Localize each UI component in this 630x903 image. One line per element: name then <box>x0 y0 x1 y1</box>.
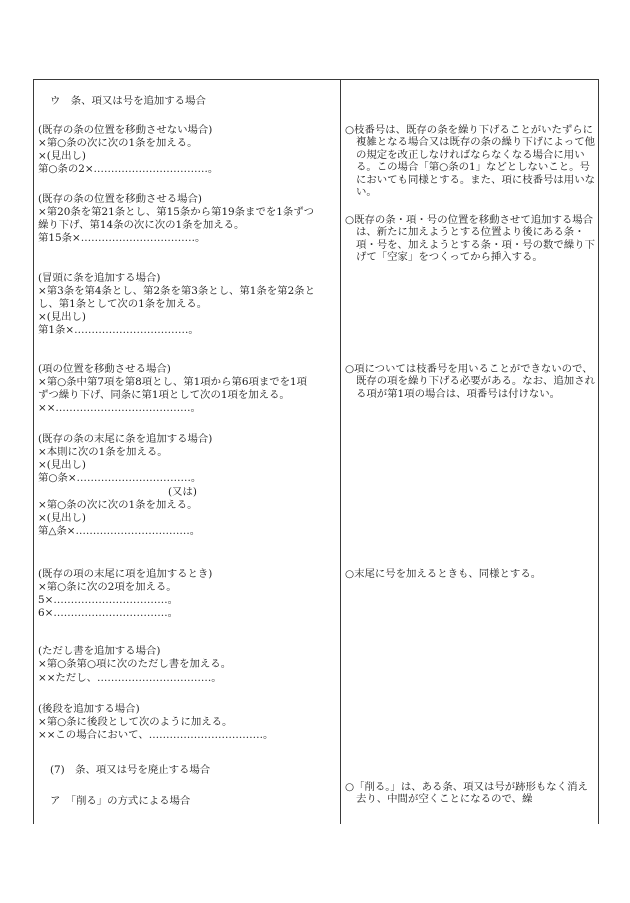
text-line: 繰り下げ、第14条の次に次の1条を加える。 <box>38 219 245 231</box>
text-line: ×第○条の次に次の1条を加える。 <box>38 499 198 511</box>
section-title: (既存の条の位置を移動させる場合) <box>38 193 202 205</box>
text-line: ×第3条を第4条とし、第2条を第3条とし、第1条を第2条と <box>38 285 315 297</box>
text-line: ××ただし、……………………………。 <box>38 672 222 684</box>
text-line: 5×……………………………。 <box>38 594 179 606</box>
text-line: ×(見出し) <box>38 311 86 323</box>
section-title: (ただし書を追加する場合) <box>38 645 161 657</box>
section-title: (冒頭に条を追加する場合) <box>38 272 161 284</box>
text-line: ×第○条中第7項を第8項とし、第1項から第6項までを1項 <box>38 376 308 388</box>
text-line: ×第○条第○項に次のただし書を加える。 <box>38 658 232 670</box>
section-title: (既存の項の末尾に項を追加するとき) <box>38 568 213 580</box>
text-line: ××この場合において、……………………………。 <box>38 729 274 741</box>
table-right-border <box>598 79 599 824</box>
text-line: ××…………………………………。 <box>38 402 201 414</box>
table-left-border <box>33 79 34 824</box>
text-line: 第15条×……………………………。 <box>38 232 206 244</box>
text-line: ×第20条を第21条とし、第15条から第19条までを1条ずつ <box>38 206 315 218</box>
text-line: ×(見出し) <box>38 512 86 524</box>
text-line: 第1条×……………………………。 <box>38 324 199 336</box>
note-delete: ○「削る。」は、ある条、項又は号が跡形もなく消え去り、中間が空くことになるので、繰 <box>345 781 588 806</box>
text-line: ×第○条に次の2項を加える。 <box>38 581 177 593</box>
text-line: 6×……………………………。 <box>38 607 179 619</box>
note-append-items: ○末尾に号を加えるときも、同様とする。 <box>345 568 542 580</box>
text-line: ×(見出し) <box>38 459 86 471</box>
text-line: ×(見出し) <box>38 150 86 162</box>
text-line: 第○条×……………………………。 <box>38 472 202 484</box>
note-paragraph-numbers: ○項については枝番号を用いることができないので、既存の項を繰り下げる必要がある。なお、追加される項が第1項の場合は、項番号は付けない。 <box>345 363 595 400</box>
note-shift-and-insert: ○既存の条・項・号の位置を移動させて追加する場合は、新たに加えようとする位置より後にある条・項・号を、加えようとする条・項・号の数で繰り下げて「空家」をつくってから挿入する。 <box>345 214 595 264</box>
text-line: ×第○条に後段として次のように加える。 <box>38 716 233 728</box>
section-title: (既存の条の末尾に条を追加する場合) <box>38 433 213 445</box>
section-title: (項の位置を移動させる場合) <box>38 363 171 375</box>
heading-a: ア 「削る」の方式による場合 <box>50 795 191 807</box>
heading-7: (7) 条、項又は号を廃止する場合 <box>50 764 211 776</box>
text-line: ずつ繰り下げ、同条に第1項として次の1項を加える。 <box>38 389 290 401</box>
text-line: ×第○条の次に次の1条を加える。 <box>38 137 198 149</box>
section-title: (後段を追加する場合) <box>38 703 140 715</box>
text-line: ×本則に次の1条を加える。 <box>38 446 168 458</box>
alternative-label: (又は) <box>168 486 197 498</box>
table-column-divider <box>340 79 341 824</box>
table-top-border <box>33 79 598 80</box>
note-branch-numbers: ○枝番号は、既存の条を繰り下げることがいたずらに複雑となる場合又は既存の条の繰り下げによって他の規定を改正しなければならなくなる場合に用いる。この場合「第○条の1」などとしないこと。号においても同様とする。また、項に枝番号は用いない。 <box>345 124 595 199</box>
section-title: (既存の条の位置を移動させない場合) <box>38 124 213 136</box>
text-line: 第△条×……………………………。 <box>38 525 201 537</box>
text-line: 第○条の2×……………………………。 <box>38 163 219 175</box>
heading-u: ウ 条、項又は号を追加する場合 <box>50 95 206 107</box>
text-line: し、第1条として次の1条を加える。 <box>38 298 208 310</box>
